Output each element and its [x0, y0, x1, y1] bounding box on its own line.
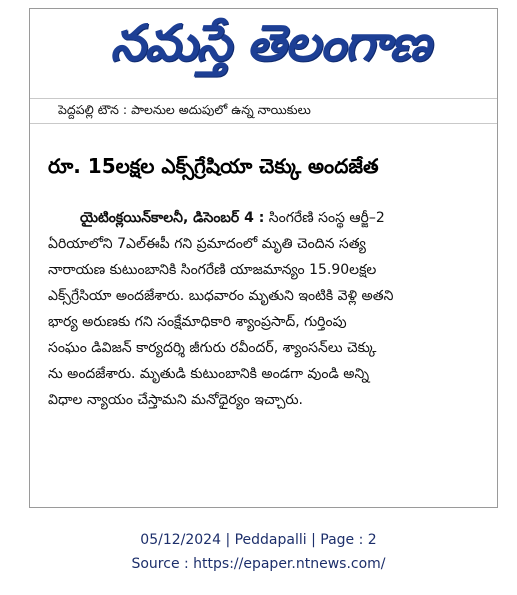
- article-line: విధాల న్యాయం చేస్తామని మనోధైర్యం ఇచ్చారు.: [48, 392, 304, 408]
- article-headline: రూ. 15లక్షల ఎక్స్‌గ్రేషియా చెక్కు అందజేత: [48, 154, 379, 178]
- article-line: భార్య అరుణకు గని సంక్షేమాధికారి శ్యాంప్రసాద్, గుర్తింపు: [48, 314, 347, 330]
- news-clipping: [29, 8, 498, 508]
- kicker-text: పెద్దపల్లి టౌన : పాలనుల అదుపులో ఉన్న నాయికులు: [58, 102, 311, 117]
- article-line: ఏరియాలోని 7ఎల్ఈపీ గని ప్రమాదంలో మృతి చెందిన సత్య: [48, 236, 366, 252]
- divider: [30, 123, 497, 124]
- article-line: నారాయణ కుటుంబానికి సింగరేణి యాజమాన్యం 15.90లక్షల: [48, 262, 377, 278]
- article-line-text: సింగరేణి సంస్థ ఆర్జీ–2: [268, 210, 385, 226]
- masthead-title: నమస్తే తెలంగాణ: [110, 13, 430, 72]
- article-line: ఎక్స్‌గ్రేసియా అందజేశారు. బుధవారం మృతుని ఇంటికి వెళ్లి అతని: [48, 288, 394, 304]
- article-line: [48, 205, 488, 231]
- footer-source-line: Source : https://epaper.ntnews.com/: [131, 556, 386, 572]
- article-body: [48, 205, 488, 435]
- article-dateline: యైటింక్లయిన్‌కాలనీ, డిసెంబర్ 4 :: [80, 210, 265, 226]
- footer-date-line: 05/12/2024 | Peddapalli | Page : 2: [140, 532, 377, 548]
- masthead: [70, 9, 470, 89]
- article-line: ను అందజేశారు. మృతుడి కుటుంబానికి అండగా వుండి అన్ని: [48, 366, 370, 382]
- article-line: సంఘం డివిజన్ కార్యదర్శి జీగురు రవీందర్, శ్యాంసన్‌లు చెక్కు: [48, 340, 377, 356]
